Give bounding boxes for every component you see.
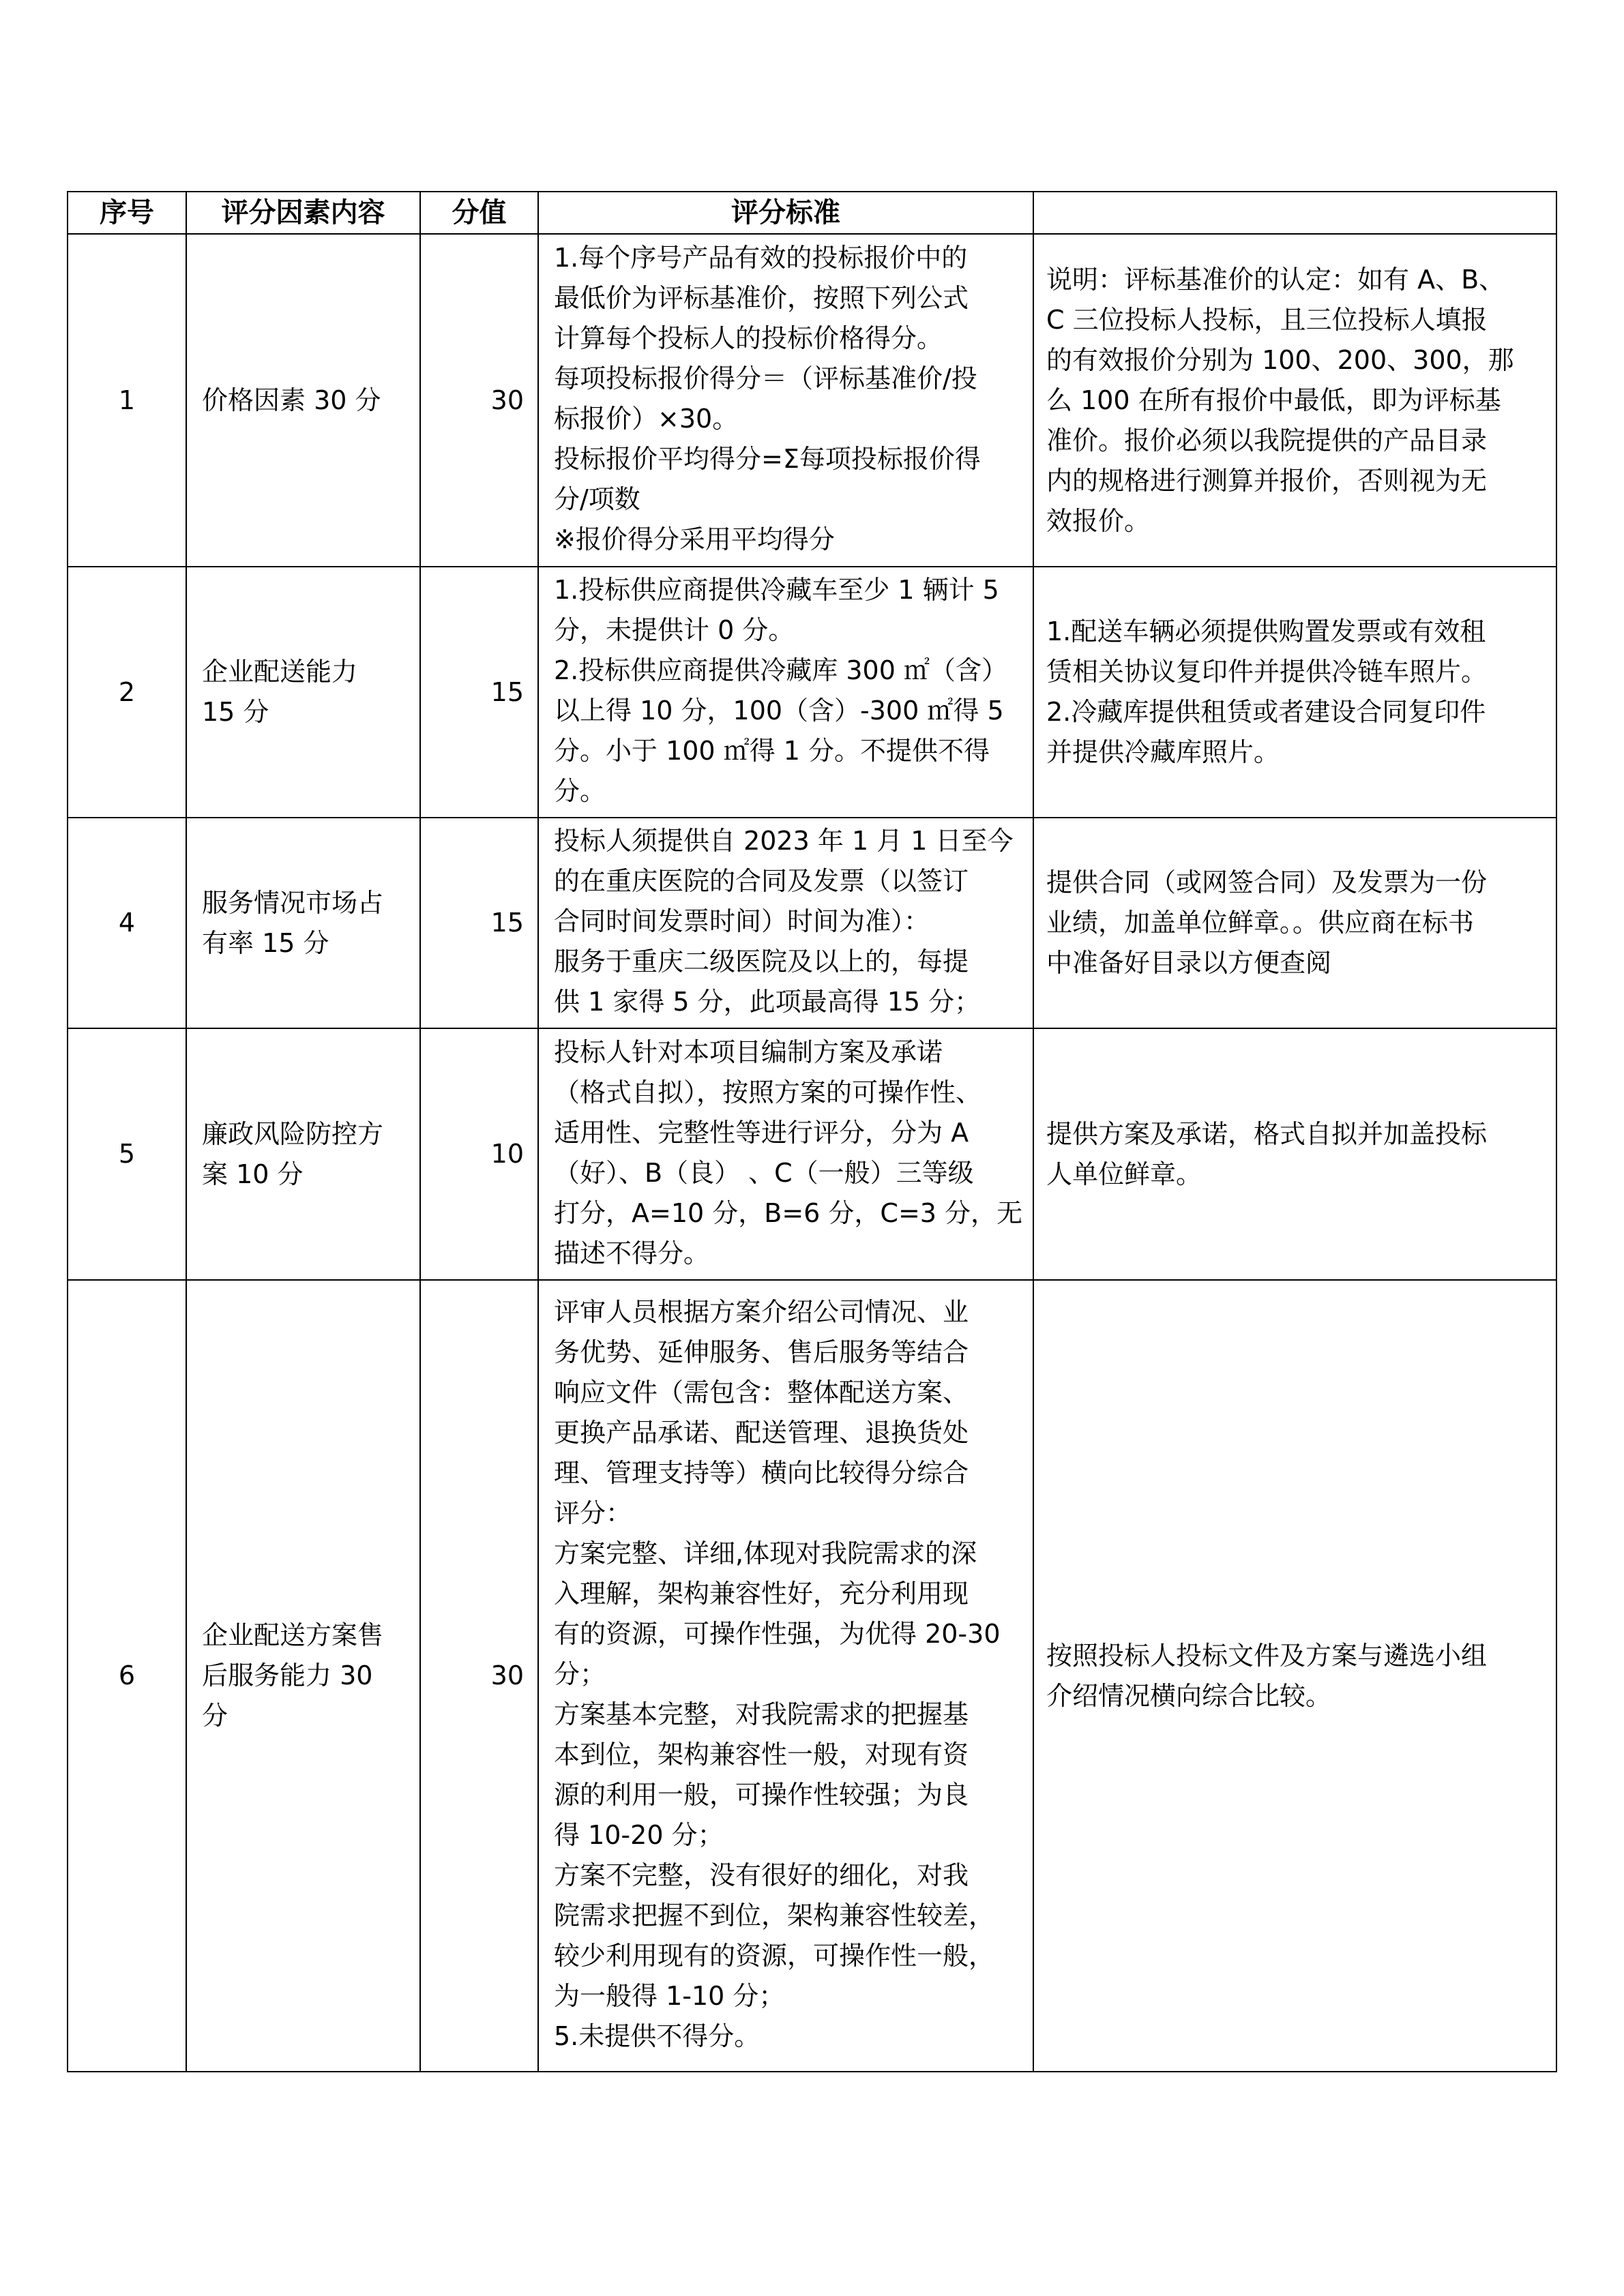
row-number-cell: 2 bbox=[68, 567, 186, 818]
criteria-cell: 投标人须提供自 2023 年 1 月 1 日至今 的在重庆医院的合同及发票（以签订 合同时间发票时间）时间为准）： 服务于重庆二级医院及以上的，每提 供 1 家得 5 分，此项最高得 15 分； bbox=[538, 818, 1033, 1028]
criteria-cell: 1.每个序号产品有效的投标报价中的 最低价为评标基准价，按照下列公式 计算每个投标人的投标价格得分。 每项投标报价得分＝（评标基准价/投 标报价）×30。 投标报价平均得分=Σ每项投标报价得 分/项数 ※报价得分采用平均得分 bbox=[538, 234, 1033, 567]
header-sequence-number: 序号 bbox=[68, 192, 186, 234]
note-cell: 说明：评标基准价的认定：如有 A、B、 C 三位投标人投标，且三位投标人填报 的有效报价分别为 100、200、300，那 么 100 在所有报价中最低，即为评标基 准价。报价必须以我院提供的产品目录 内的规格进行测算并报价，否则视为无 效报价。 bbox=[1033, 234, 1556, 567]
score-cell: 10 bbox=[420, 1028, 538, 1280]
table-row bbox=[68, 1280, 1556, 2072]
note-cell: 按照投标人投标文件及方案与遴选小组 介绍情况横向综合比较。 bbox=[1033, 1280, 1556, 2072]
row-number-cell: 1 bbox=[68, 234, 186, 567]
header-scoring-factor: 评分因素内容 bbox=[186, 192, 420, 234]
row-number-cell: 6 bbox=[68, 1280, 186, 2072]
header-score-value: 分值 bbox=[420, 192, 538, 234]
score-cell: 30 bbox=[420, 234, 538, 567]
header-scoring-criteria: 评分标准 bbox=[538, 192, 1033, 234]
scoring-table bbox=[67, 191, 1557, 2072]
factor-cell: 价格因素 30 分 bbox=[186, 234, 420, 567]
score-cell: 15 bbox=[420, 818, 538, 1028]
criteria-cell: 投标人针对本项目编制方案及承诺 （格式自拟），按照方案的可操作性、 适用性、完整性等进行评分，分为 A （好）、B（良） 、C（一般）三等级 打分，A=10 分，B=6 分，C=3 分，无 描述不得分。 bbox=[538, 1028, 1033, 1280]
factor-cell: 廉政风险防控方 案 10 分 bbox=[186, 1028, 420, 1280]
table-row bbox=[68, 818, 1556, 1028]
table-row bbox=[68, 234, 1556, 567]
table-row bbox=[68, 567, 1556, 818]
factor-cell: 企业配送方案售 后服务能力 30 分 bbox=[186, 1280, 420, 2072]
factor-cell: 企业配送能力 15 分 bbox=[186, 567, 420, 818]
row-number-cell: 5 bbox=[68, 1028, 186, 1280]
note-cell: 提供方案及承诺，格式自拟并加盖投标 人单位鲜章。 bbox=[1033, 1028, 1556, 1280]
score-cell: 15 bbox=[420, 567, 538, 818]
score-cell: 30 bbox=[420, 1280, 538, 2072]
note-cell: 1.配送车辆必须提供购置发票或有效租 赁相关协议复印件并提供冷链车照片。 2.冷藏库提供租赁或者建设合同复印件 并提供冷藏库照片。 bbox=[1033, 567, 1556, 818]
header-notes bbox=[1033, 192, 1556, 234]
table-row bbox=[68, 1028, 1556, 1280]
factor-cell: 服务情况市场占 有率 15 分 bbox=[186, 818, 420, 1028]
row-number-cell: 4 bbox=[68, 818, 186, 1028]
criteria-cell: 评审人员根据方案介绍公司情况、业 务优势、延伸服务、售后服务等结合 响应文件（需包含：整体配送方案、 更换产品承诺、配送管理、退换货处 理、管理支持等）横向比较得分综合 评分： 方案完整、详细,体现对我院需求的深 入理解，架构兼容性好，充分利用现 有的资源，可操作性强，为优得 20-30 分； 方案基本完整，对我院需求的把握基 本到位，架构兼容性一般，对现有资 源的利用一般，可操作性较强；为良 得 10-20 分； 方案不完整，没有很好的细化，对我 院需求把握不到位，架构兼容性较差， 较少利用现有的资源，可操作性一般， 为一般得 1-10 分； 5.未提供不得分。 bbox=[538, 1280, 1033, 2072]
criteria-cell: 1.投标供应商提供冷藏车至少 1 辆计 5 分，未提供计 0 分。 2.投标供应商提供冷藏库 300 ㎡（含） 以上得 10 分，100（含）-300 ㎡得 5 分。小于 100 ㎡得 1 分。不提供不得 分。 bbox=[538, 567, 1033, 818]
table-header-row bbox=[68, 192, 1556, 234]
note-cell: 提供合同（或网签合同）及发票为一份 业绩，加盖单位鲜章。。供应商在标书 中准备好目录以方便查阅 bbox=[1033, 818, 1556, 1028]
